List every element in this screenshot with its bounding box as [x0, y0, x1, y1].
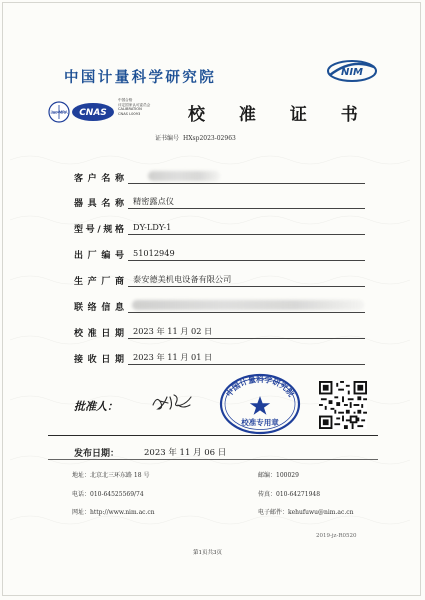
divider-bottom: [48, 459, 378, 460]
field-receipt-date: 接收日期 2023 年 11 月 01 日: [0, 352, 425, 366]
field-model-spec: 型号/规格 DY-LDY-1: [0, 222, 425, 236]
field-manufacturer: 生产厂商 泰安德美机电设备有限公司: [0, 274, 425, 288]
ilac-seal-text: ilac-MRA: [50, 110, 68, 115]
document-code: 2019-jz-R0520: [316, 533, 357, 539]
certificate-number: 证书编号 HXsp2023-02963: [155, 135, 236, 142]
nim-logo-icon: [326, 56, 378, 86]
approver-label: 批准人：: [74, 400, 118, 413]
field-customer-name: 客户名称: [0, 171, 425, 185]
seal-top-text: 中国计量科学研究院: [224, 375, 296, 399]
qr-code[interactable]: [319, 381, 367, 429]
redacted-customer-name: [148, 171, 220, 181]
field-calibration-date: 校准日期 2023 年 11 月 02 日: [0, 326, 425, 340]
cnas-logo-text: CNAS: [79, 108, 107, 118]
field-serial-number: 出厂编号 51012949: [0, 248, 425, 262]
nim-logo-text: NIM: [340, 67, 364, 78]
divider-top: [48, 435, 378, 436]
cnas-accreditation-text: 中国合格 评定国家认可委员会 CALIBRATION CNAS L0093: [118, 98, 151, 116]
field-instrument-name: 器具名称 精密露点仪: [0, 196, 425, 210]
institute-name: 中国计量科学研究院: [64, 70, 217, 86]
seal-bottom-text: 校准专用章: [241, 418, 279, 427]
cnas-mark-icon: [48, 101, 116, 123]
contact-email[interactable]: 电子邮件：kehufuwu@nim.ac.cn: [258, 509, 354, 516]
contact-postcode: 邮编：100029: [258, 472, 299, 479]
issue-date-label: 发布日期：: [74, 449, 120, 459]
contact-website[interactable]: 网址：http://www.nim.ac.cn: [72, 509, 155, 516]
contact-fax: 传真：010-64271948: [258, 491, 321, 498]
page-indicator: 第1页共3页: [193, 550, 222, 556]
approver-signature: [150, 391, 194, 413]
calibration-seal-icon: [218, 372, 302, 436]
redacted-contact-info: [132, 300, 364, 310]
contact-address: 地址：北京北三环东路 18 号: [72, 472, 150, 479]
contact-phone: 电话：010-64525569/74: [72, 491, 144, 498]
certificate-title: 校 准 证 书: [188, 105, 372, 125]
field-contact-info: 联络信息: [0, 300, 425, 314]
issue-date-value: 2023 年 11 月 06 日: [144, 448, 227, 458]
